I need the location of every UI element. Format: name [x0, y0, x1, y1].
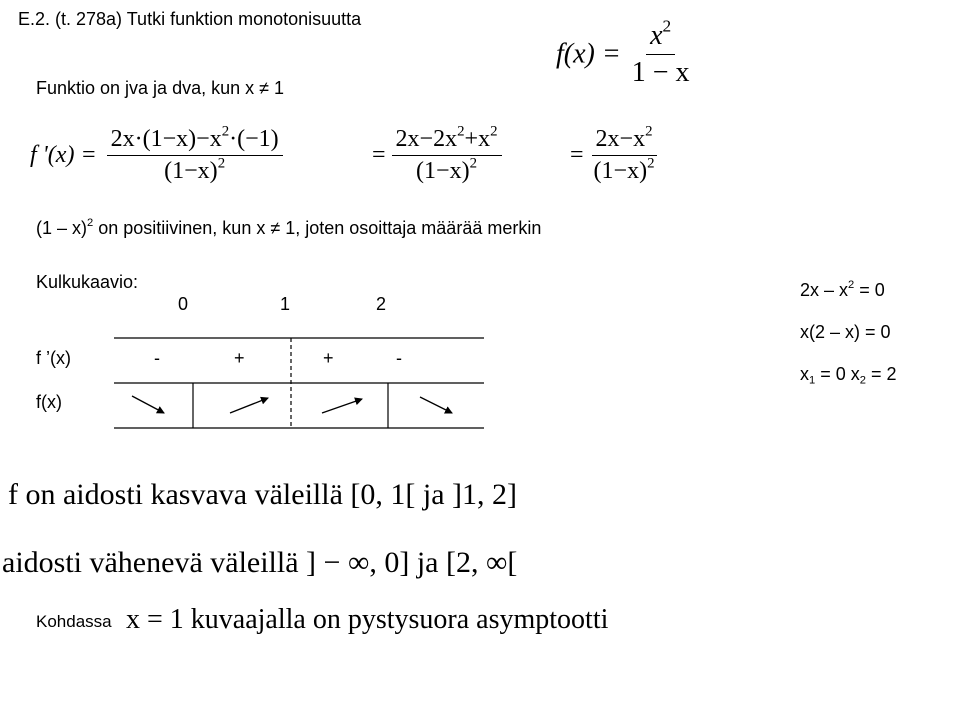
conclusion-decreasing: aidosti vähenevä väleillä ] − ∞, 0] ja [2, ∞[ — [2, 546, 518, 579]
zero-eq-3-sub2: 2 — [859, 374, 866, 387]
page-title: E.2. (t. 278a) Tutki funktion monotonisuutta — [18, 9, 362, 29]
sign-interval-4: - — [396, 348, 402, 368]
deriv-step1-exp: 2 — [221, 123, 230, 140]
zero-eq-1-a: 2x – x — [800, 280, 849, 300]
deriv-step2-num-a: 2x−2x — [395, 126, 458, 152]
sign-note-pre: (1 – x) — [36, 218, 88, 238]
deriv-step2-den-exp: 2 — [469, 155, 478, 172]
row-label-function: f(x) — [36, 392, 62, 412]
increasing-arrow-icon — [322, 399, 362, 413]
point-label-0: 0 — [178, 294, 189, 314]
zero-eq-3-b: = 0 x — [815, 364, 860, 384]
sign-interval-2: + — [234, 348, 245, 368]
deriv-step2-exp-a: 2 — [457, 123, 465, 140]
deriv-step3-exp: 2 — [645, 123, 653, 140]
function-lhs: f(x) = — [556, 38, 621, 70]
derivative-lhs: f '(x) = — [30, 142, 97, 168]
point-label-2: 2 — [376, 294, 387, 314]
zero-eq-3-sub1: 1 — [809, 374, 816, 387]
zero-eq-1-b: = 0 — [854, 280, 885, 300]
domain-line: Funktio on jva ja dva, kun x ≠ 1 — [36, 78, 285, 98]
conclusion-increasing: f on aidosti kasvava väleillä [0, 1[ ja ]1, 2] — [8, 478, 518, 511]
function-num-exp: 2 — [662, 16, 672, 36]
deriv-step2-den: (1−x) — [416, 158, 470, 184]
sign-chart-label: Kulkukaavio: — [36, 272, 139, 292]
asymptote-prefix: Kohdassa — [36, 612, 112, 631]
asymptote-statement: x = 1 kuvaajalla on pystysuora asymptootti — [126, 604, 609, 635]
function-denominator: 1 − x — [631, 57, 690, 88]
function-numerator: x — [650, 20, 663, 51]
deriv-step2-exp-b: 2 — [490, 123, 498, 140]
deriv-step2-num-b: +x — [464, 126, 491, 152]
sign-note-exp: 2 — [87, 216, 94, 229]
point-label-1: 1 — [280, 294, 291, 314]
zero-eq-2: x(2 – x) = 0 — [800, 322, 891, 342]
row-label-derivative: f ’(x) — [36, 348, 71, 368]
deriv-step1-num-tail: ·(−1) — [229, 126, 279, 152]
zero-eq-1 — [800, 280, 885, 301]
deriv-eq-1: = — [372, 142, 386, 168]
deriv-step1-num: 2x·(1−x)−x — [110, 126, 222, 152]
deriv-step1-den: (1−x) — [164, 158, 218, 184]
zero-eq-3 — [800, 364, 897, 385]
deriv-step3-den: (1−x) — [593, 158, 648, 184]
sign-interval-1: - — [154, 348, 160, 368]
zero-eq-3-c: = 2 — [865, 364, 897, 384]
sign-note-post: on positiivinen, kun x ≠ 1, joten osoittaja määrää merkin — [93, 218, 542, 238]
zero-eq-1-exp: 2 — [848, 278, 855, 291]
decreasing-arrow-icon — [132, 396, 164, 413]
decreasing-arrow-icon — [420, 397, 452, 413]
zero-eq-3-a: x — [800, 364, 809, 384]
deriv-step1-den-exp: 2 — [217, 155, 226, 172]
deriv-eq-2: = — [570, 142, 584, 168]
increasing-arrow-icon — [230, 398, 268, 413]
deriv-step3-num: 2x−x — [595, 126, 646, 152]
sign-interval-3: + — [323, 348, 334, 368]
deriv-step3-den-exp: 2 — [647, 155, 655, 172]
